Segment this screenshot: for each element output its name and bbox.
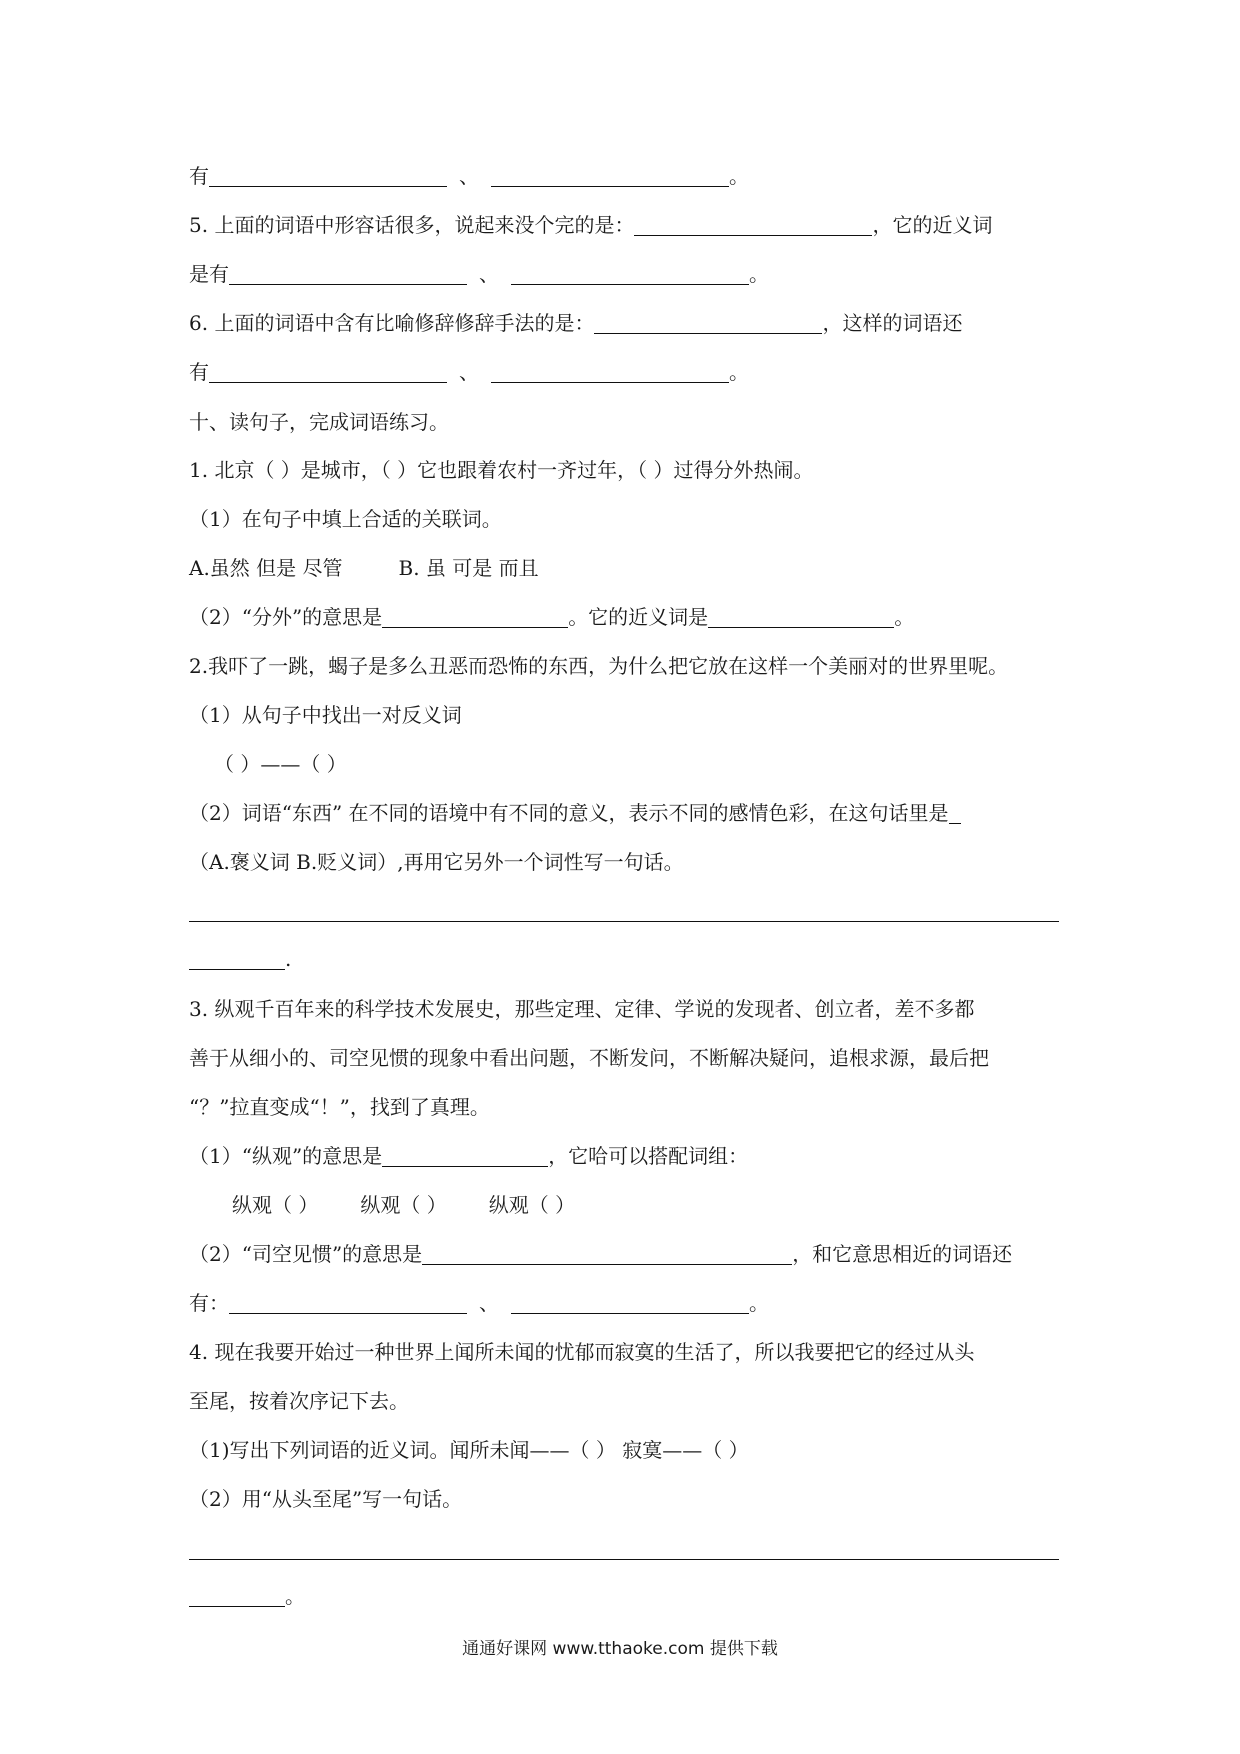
s10-q3-line1: 3. 纵观千百年来的科学技术发展史，那些定理、定律、学说的发现者、创立者，差不多都 bbox=[189, 997, 975, 1021]
s10-q1-sentence: 1. 北京（ ）是城市，（ ）它也跟着农村一齐过年，（ ）过得分外热闹。 bbox=[189, 458, 814, 482]
s10-q2-end: . bbox=[189, 945, 291, 973]
s10-q2-sub2: （2）词语“东西” 在不同的语境中有不同的意义，表示不同的感情色彩，在这句话里是 bbox=[189, 799, 961, 827]
combo-1: 纵观（ ） bbox=[232, 1193, 319, 1217]
combo-2: 纵观（ ） bbox=[360, 1193, 447, 1217]
answer-blank[interactable] bbox=[949, 801, 961, 824]
s10-q2-pair: （ ）——（ ） bbox=[214, 752, 347, 776]
answer-blank[interactable] bbox=[189, 1584, 285, 1607]
s10-q3-sub2: （2）“司空见惯”的意思是 ，和它意思相近的词语还 bbox=[189, 1242, 1013, 1266]
section-10-heading: 十、读句子，完成词语练习。 bbox=[189, 410, 449, 434]
answer-blank[interactable] bbox=[382, 605, 568, 628]
s10-q3-sub1: （1）“纵观”的意思是 ，它哈可以搭配词组： bbox=[189, 1144, 749, 1168]
page-footer: 通通好课网 www.tthaoke.com 提供下载 bbox=[462, 1639, 778, 1659]
answer-blank[interactable] bbox=[511, 1291, 749, 1314]
answer-blank[interactable] bbox=[229, 1291, 467, 1314]
answer-blank[interactable] bbox=[422, 1242, 792, 1265]
s10-q3-line3: “？”拉直变成“！”，找到了真理。 bbox=[189, 1095, 490, 1119]
answer-blank[interactable] bbox=[594, 311, 822, 334]
s10-q1-sub1: （1）在句子中填上合适的关联词。 bbox=[189, 507, 502, 531]
option-a: A.虽然 但是 尽管 bbox=[189, 556, 343, 580]
answer-blank[interactable] bbox=[634, 213, 872, 236]
answer-blank[interactable] bbox=[491, 360, 729, 383]
answer-blank[interactable] bbox=[708, 605, 894, 628]
combo-3: 纵观（ ） bbox=[488, 1193, 576, 1217]
answer-blank[interactable] bbox=[382, 1144, 548, 1167]
answer-line[interactable] bbox=[189, 921, 1059, 922]
answer-blank[interactable] bbox=[511, 262, 749, 285]
answer-blank[interactable] bbox=[209, 164, 447, 187]
s10-q2-sub1: （1）从句子中找出一对反义词 bbox=[189, 703, 462, 727]
s10-q3-sub2-cont: 有： 、 。 bbox=[189, 1291, 769, 1315]
answer-blank[interactable] bbox=[209, 360, 447, 383]
answer-blank[interactable] bbox=[491, 164, 729, 187]
question-6-line: 6. 上面的词语中含有比喻修辞修辞手法的是： ，这样的词语还 bbox=[189, 311, 963, 335]
s10-q1-options bbox=[189, 554, 539, 582]
s10-q3-combos bbox=[232, 1191, 575, 1219]
s10-q4-sub2: （2）用“从头至尾”写一句话。 bbox=[189, 1487, 463, 1511]
s10-q1-sub2: （2）“分外”的意思是 。它的近义词是 。 bbox=[189, 605, 915, 629]
answer-blank[interactable] bbox=[229, 262, 467, 285]
s10-q2-sub2-cont: （A.褒义词 B.贬义词）,再用它另外一个词性写一句话。 bbox=[189, 850, 684, 874]
question-5-cont: 是有 、 。 bbox=[189, 262, 769, 286]
q4-tail-line: 有 、 。 bbox=[189, 164, 749, 188]
answer-blank[interactable] bbox=[189, 947, 285, 970]
s10-q3-line2: 善于从细小的、司空见惯的现象中看出问题，不断发问，不断解决疑问，追根求源，最后把 bbox=[189, 1046, 989, 1070]
question-6-cont: 有 、 。 bbox=[189, 360, 749, 384]
s10-q4-sub1: （1)写出下列词语的近义词。闻所未闻——（ ） 寂寞——（ ） bbox=[189, 1438, 749, 1462]
s10-q2-sentence: 2.我吓了一跳，蝎子是多么丑恶而恐怖的东西，为什么把它放在这样一个美丽对的世界里呢。 bbox=[189, 654, 1009, 678]
s10-q4-end: 。 bbox=[189, 1582, 305, 1610]
answer-line[interactable] bbox=[189, 1559, 1059, 1560]
question-5-line: 5. 上面的词语中形容话很多，说起来没个完的是： ，它的近义词 bbox=[189, 213, 993, 237]
s10-q4-line1: 4. 现在我要开始过一种世界上闻所未闻的忧郁而寂寞的生活了，所以我要把它的经过从头 bbox=[189, 1340, 975, 1364]
option-b: B. 虽 可是 而且 bbox=[398, 556, 539, 580]
s10-q4-line2: 至尾，按着次序记下去。 bbox=[189, 1389, 409, 1413]
